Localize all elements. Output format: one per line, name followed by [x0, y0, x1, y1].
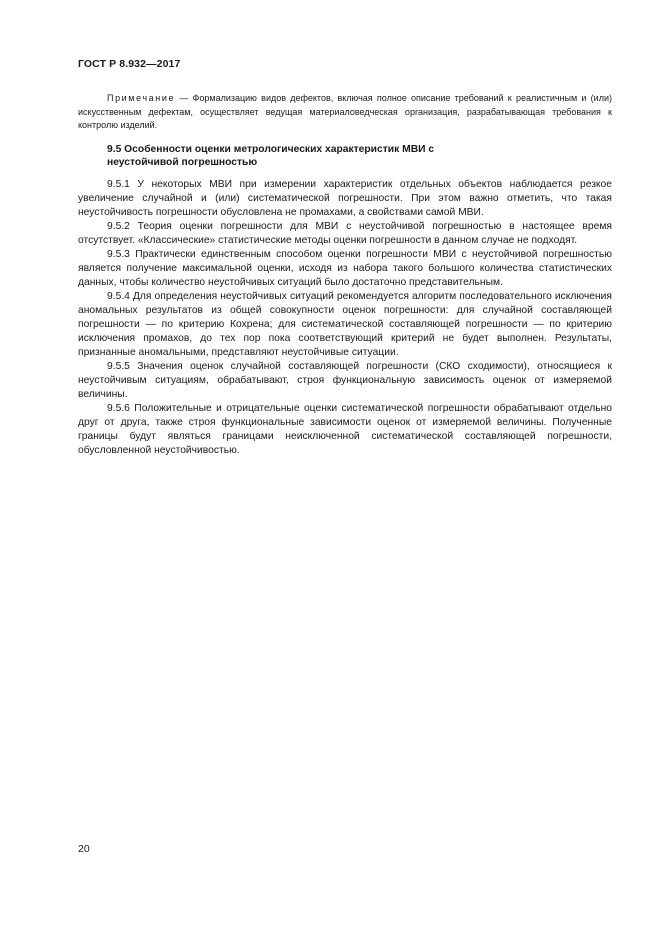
note-text: Формализацию видов дефектов, включая полное описание требований к реалистичным и (или) искусственным дефектам, осуществляет ведущая материаловедческая организация, разрабатывающая требования к контролю изделий.: [78, 93, 612, 130]
note-dash: —: [175, 93, 193, 103]
standard-code-header: ГОСТ Р 8.932—2017: [78, 58, 181, 70]
note-block: [78, 92, 612, 133]
paragraph-9-5-3: 9.5.3 Практически единственным способом оценки погрешности МВИ с неустойчивой погрешностью является получение максимальной оценки, исходя из набора такого большого количества статистических данных, чтобы количество неустойчивых ситуаций было достаточно представительным.: [78, 248, 612, 288]
note-label: Примечание: [107, 93, 176, 103]
paragraph-9-5-1: 9.5.1 У некоторых МВИ при измерении характеристик отдельных объектов наблюдается резкое увеличение случайной и (или) систематической погрешности. При этом важно отметить, что такая неустойчивость погрешности обусловлена не промахами, а свойствами самой МВИ.: [78, 178, 612, 218]
page-number: 20: [78, 843, 90, 855]
paragraph-9-5-5: 9.5.5 Значения оценок случайной составляющей погрешности (СКО сходимости), относящиеся к неустойчивым ситуациям, обрабатывают, строя функциональную зависимость оценок от измеряемой величины.: [78, 360, 612, 400]
section-title: 9.5 Особенности оценки метрологических характеристик МВИ с неустойчивой погрешностью: [107, 143, 435, 168]
paragraph-9-5-4: 9.5.4 Для определения неустойчивых ситуаций рекомендуется алгоритм последовательного исключения аномальных результатов из общей совокупности оценок погрешности: для случайной составляющей погрешности — по критерию Кохрена; для систематической составляющей погрешности — по критерию исключения промахов, до тех пор пока соответствующий критерий не будет выполнен. Результаты, признанные аномальными, представляют неустойчивые ситуации.: [78, 290, 612, 358]
paragraph-9-5-2: 9.5.2 Теория оценки погрешности для МВИ с неустойчивой погрешностью в настоящее время отсутствует. «Классические» статистические методы оценки погрешности в данном случае не подходят.: [78, 220, 612, 246]
page-content: [78, 92, 612, 458]
paragraph-9-5-6: 9.5.6 Положительные и отрицательные оценки систематической погрешности обрабатывают отдельно друг от друга, также строя функциональные зависимости оценок от измеряемой величины. Полученные границы будут являться границами неисключенной систематической составляющей погрешности, обусловленной неустойчивостью.: [78, 402, 612, 456]
